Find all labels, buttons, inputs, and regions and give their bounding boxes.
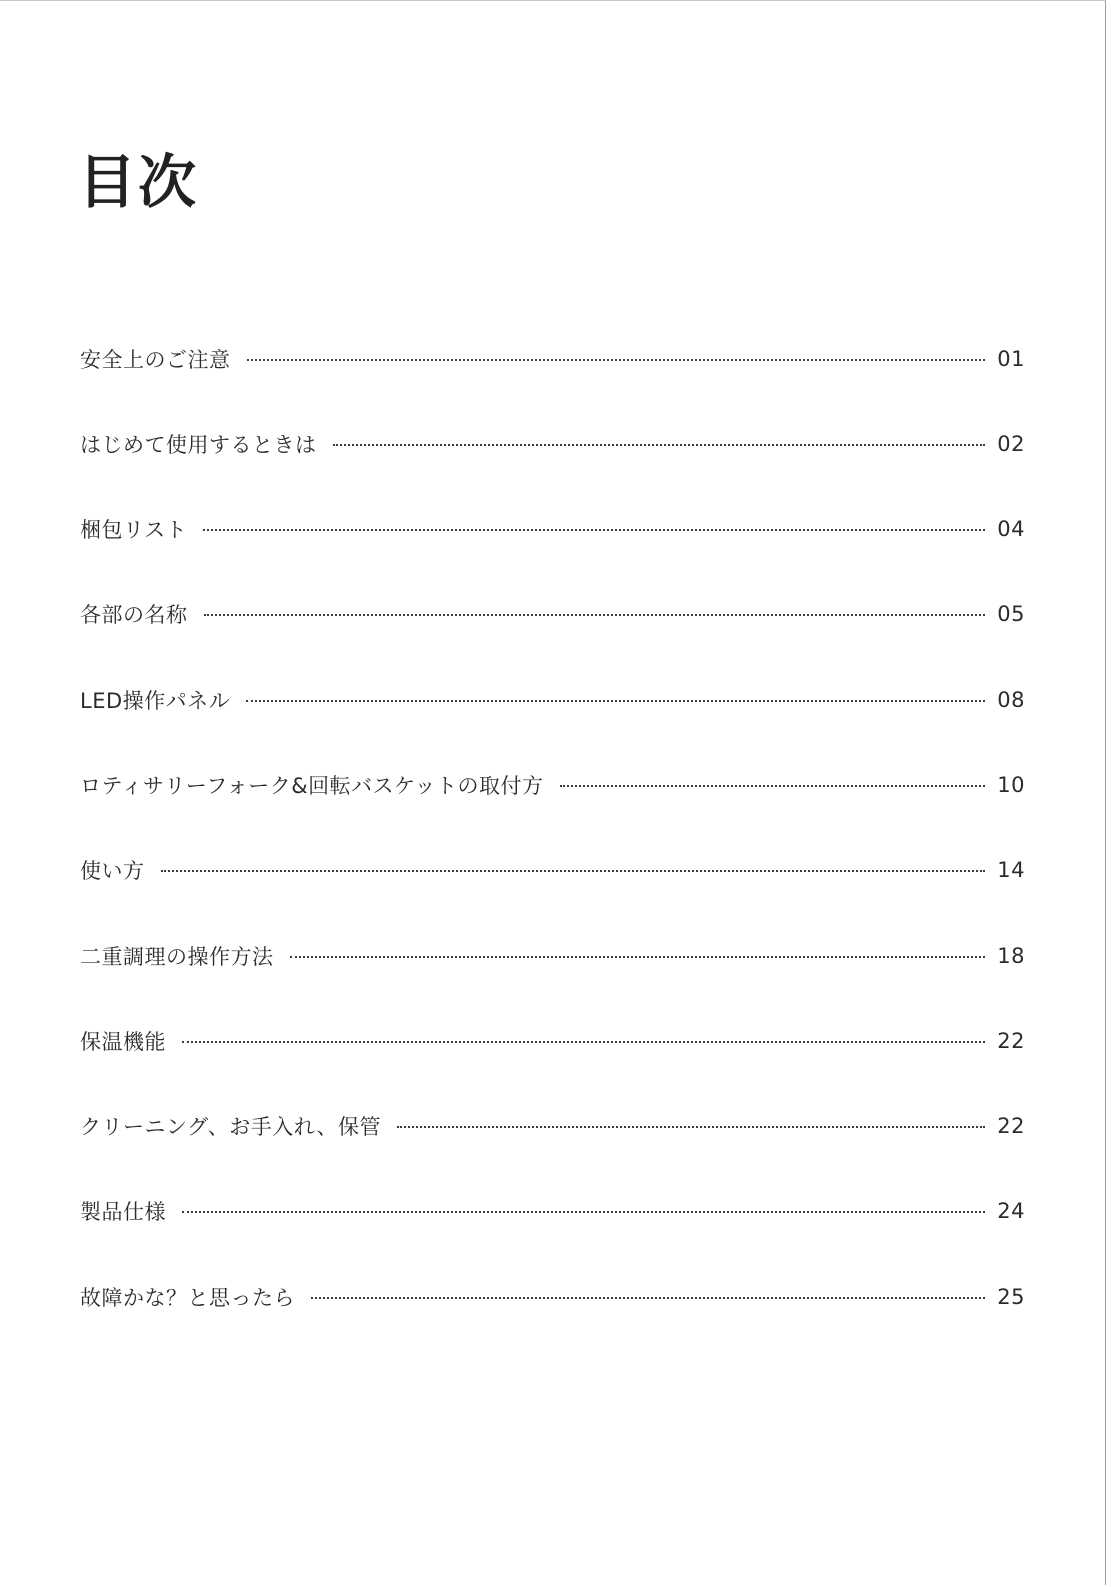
toc-entry-specifications[interactable] — [80, 1190, 1025, 1233]
toc-entry-rotisserie-install[interactable] — [80, 763, 1025, 806]
toc-entry-safety[interactable] — [80, 337, 1025, 380]
dot-leader — [182, 1041, 985, 1043]
toc-entry-troubleshooting[interactable] — [80, 1275, 1025, 1318]
dot-leader — [182, 1211, 985, 1213]
table-of-contents — [80, 337, 1025, 1361]
toc-entry-label: クリーニング、お手入れ、保管 — [80, 1115, 381, 1140]
toc-entry-page-number: 10 — [997, 772, 1025, 797]
toc-entry-label: 製品仕様 — [80, 1200, 166, 1225]
toc-entry-label: 二重調理の操作方法 — [80, 944, 274, 969]
toc-entry-first-use[interactable] — [80, 422, 1025, 465]
dot-leader — [161, 870, 986, 872]
toc-entry-package-list[interactable] — [80, 508, 1025, 551]
dot-leader — [311, 1297, 985, 1299]
toc-entry-led-panel[interactable] — [80, 678, 1025, 721]
toc-entry-label: 梱包リスト — [80, 518, 188, 543]
toc-entry-page-number: 14 — [997, 858, 1025, 883]
toc-entry-keep-warm[interactable] — [80, 1019, 1025, 1062]
dot-leader — [204, 614, 986, 616]
toc-entry-page-number: 22 — [997, 1114, 1025, 1139]
toc-entry-label: LED操作パネル — [80, 688, 231, 713]
dot-leader — [333, 444, 986, 446]
toc-entry-page-number: 01 — [997, 346, 1025, 371]
dot-leader — [247, 359, 986, 361]
toc-entry-page-number: 04 — [997, 517, 1025, 542]
toc-entry-part-names[interactable] — [80, 593, 1025, 636]
toc-entry-page-number: 24 — [997, 1199, 1025, 1224]
dot-leader — [203, 529, 985, 531]
toc-entry-label: 安全上のご注意 — [80, 347, 231, 372]
toc-entry-page-number: 22 — [997, 1028, 1025, 1053]
toc-entry-how-to-use[interactable] — [80, 849, 1025, 892]
toc-entry-label: ロティサリーフォーク&回転バスケットの取付方 — [80, 773, 544, 798]
toc-entry-page-number: 08 — [997, 687, 1025, 712]
toc-entry-label: 使い方 — [80, 859, 145, 884]
toc-entry-label: はじめて使用するときは — [80, 432, 317, 457]
toc-entry-dual-cooking[interactable] — [80, 934, 1025, 977]
toc-entry-label: 故障かな？と思ったら — [80, 1285, 295, 1310]
dot-leader — [246, 700, 985, 702]
dot-leader — [397, 1126, 985, 1128]
dot-leader — [560, 785, 985, 787]
toc-entry-page-number: 05 — [997, 602, 1025, 627]
toc-entry-label: 保温機能 — [80, 1029, 166, 1054]
toc-entry-page-number: 25 — [997, 1284, 1025, 1309]
page-title: 目次 — [78, 148, 199, 216]
toc-entry-page-number: 18 — [997, 943, 1025, 968]
toc-entry-page-number: 02 — [997, 431, 1025, 456]
toc-entry-label: 各部の名称 — [80, 603, 188, 628]
toc-entry-cleaning[interactable] — [80, 1105, 1025, 1148]
dot-leader — [290, 956, 986, 958]
